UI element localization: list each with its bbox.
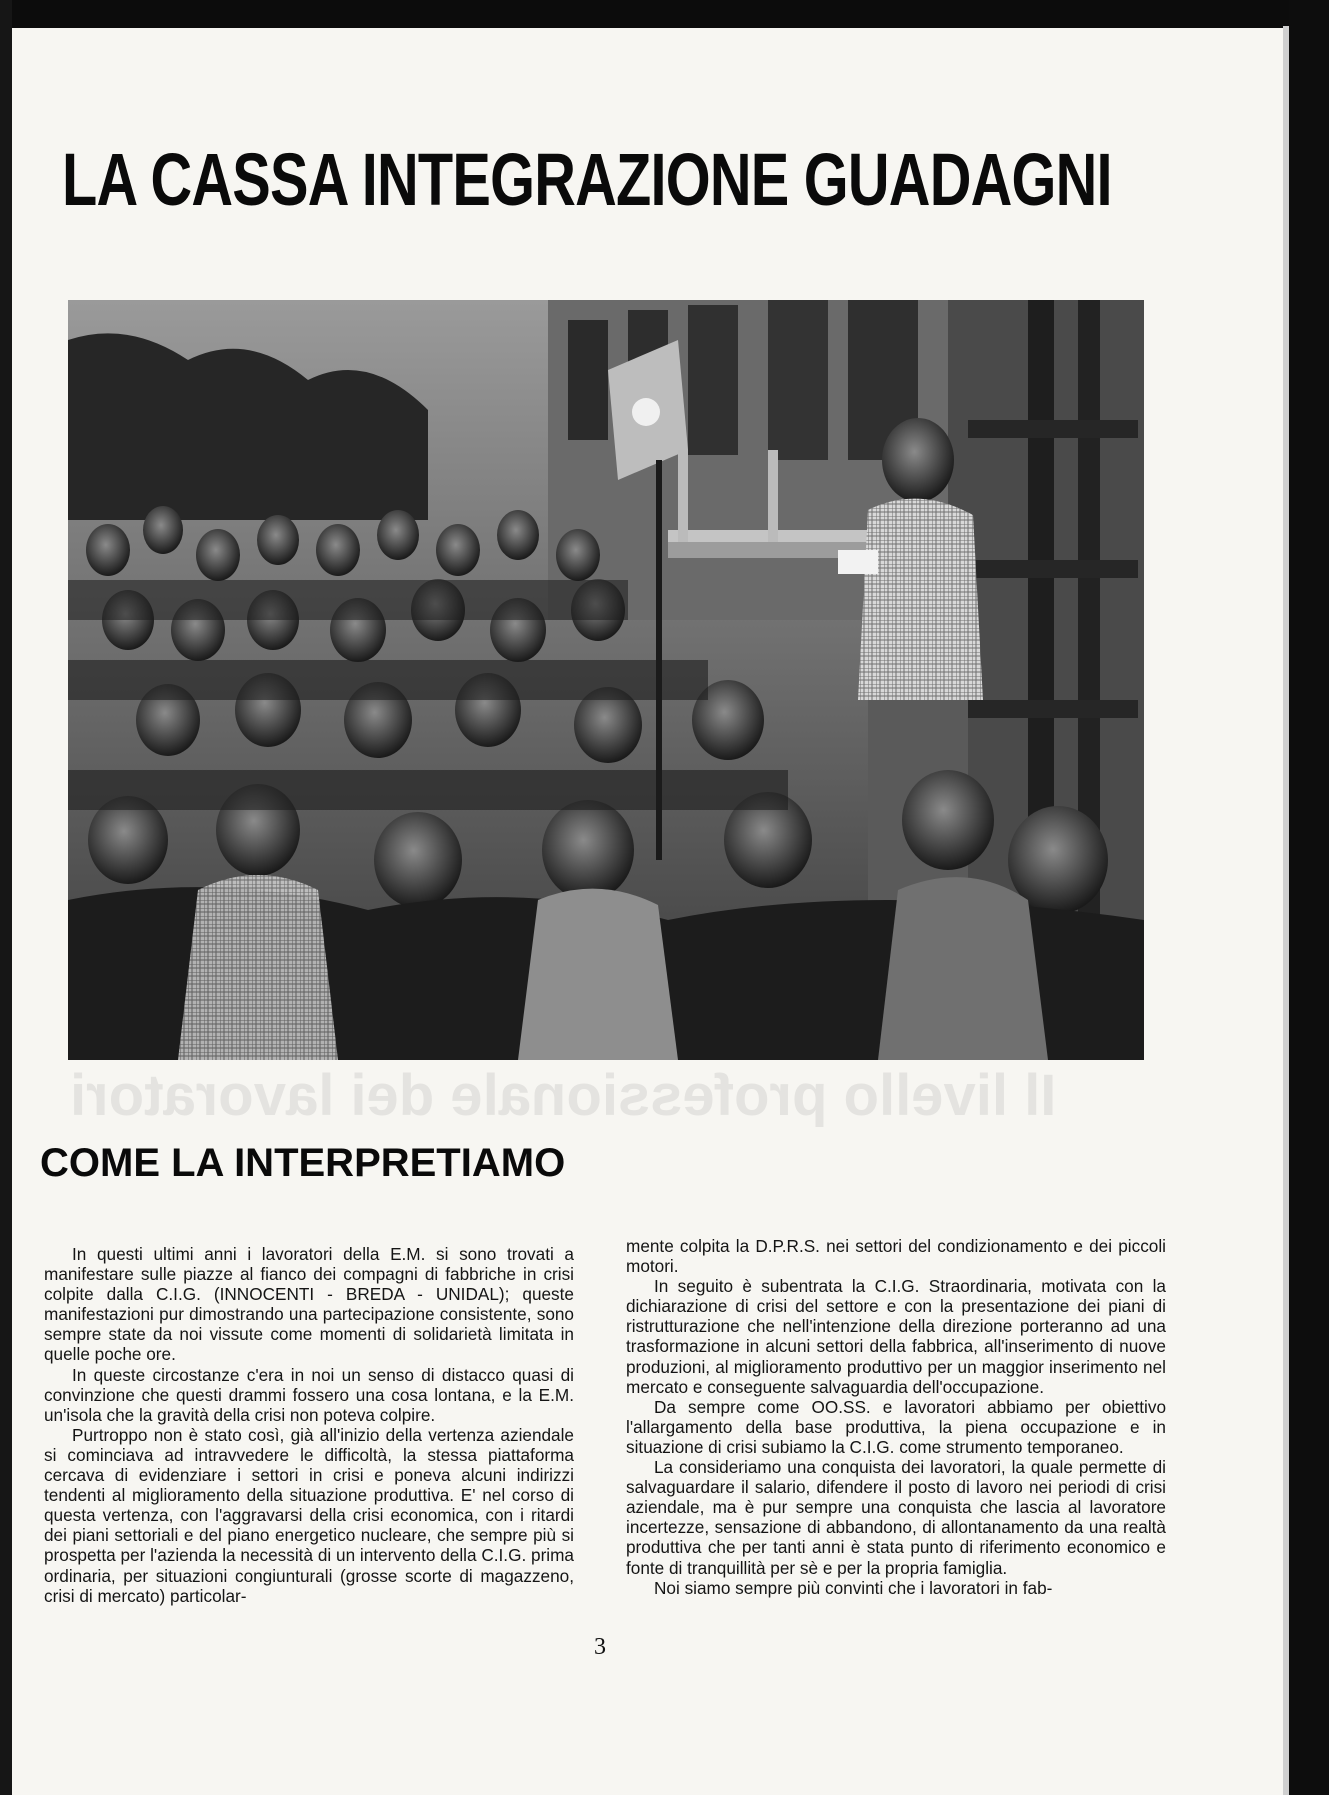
paragraph: La consideriamo una conquista dei lavoratori, la quale permette di salvaguardare il salario, difendere il posto di lavoro nei periodi di crisi aziendale, ma è pur sempre una conquista che lascia al lavoratore incertezze, sensazione di abbandono, di allontanamento da una realtà produttiva che per tanti anni è stata punto di riferimento economico e fonte di tranquillità per sè e per la propria famiglia. xyxy=(626,1457,1166,1578)
paragraph: In seguito è subentrata la C.I.G. Straordinaria, motivata con la dichiarazione di crisi del settore e con la presentazione dei piani di ristrutturazione che nell'intenzione della direzione porteranno ad una trasformazione in alcuni settori della fabbrica, all'inserimento di nuove produzioni, al miglioramento produttivo per un maggior inserimento nel mercato e conseguente salvaguardia dell'occupazione. xyxy=(626,1276,1166,1397)
page-title: LA CASSA INTEGRAZIONE GUADAGNI xyxy=(62,138,1112,221)
left-text-column xyxy=(44,1244,574,1606)
paragraph: mente colpita la D.P.R.S. nei settori del condizionamento e dei piccoli motori. xyxy=(626,1236,1166,1277)
crowd-photo xyxy=(68,300,1144,1060)
paragraph: In questi ultimi anni i lavoratori della E.M. si sono trovati a manifestare sulle piazze al fianco dei compagni di fabbriche in crisi colpite dalla C.I.G. (INNOCENTI - BREDA - UNIDAL); queste manifestazioni pur dimostrando una partecipazione consistente, sono sempre state da noi vissute come momenti di solidarietà limitata in quelle poche ore. xyxy=(44,1244,574,1365)
scan-border-top xyxy=(0,0,1329,28)
paragraph: Da sempre come OO.SS. e lavoratori abbiamo per obiettivo l'allargamento della base produttiva, la piena occupazione e in situazione di crisi subiamo la C.I.G. come strumento temporaneo. xyxy=(626,1396,1166,1457)
bleed-through-text: Il livello professionale dei lavoratori xyxy=(70,1063,1057,1128)
scan-border-left xyxy=(0,0,12,1795)
paragraph: Purtroppo non è stato così, già all'inizio della vertenza aziendale si cominciava ad intravvedere le difficoltà, la stessa piattaforma cercava di evidenziare i settori in crisi e poneva alcuni indirizzi tendenti al miglioramento della situazione produttiva. E' nel corso di questa vertenza, con l'aggravarsi della crisi economica, con i ritardi dei piani settoriali e del piano energetico nucleare, che sempre più si prospetta per l'azienda la necessità di un intervento della C.I.G. prima ordinaria, per situazioni congiunturali (grosse scorte di magazzeno, crisi di mercato) particolar- xyxy=(44,1424,574,1606)
paragraph: In queste circostanze c'era in noi un senso di distacco quasi di convinzione che questi drammi fossero una cosa lontana, e la E.M. un'isola che la gravità della crisi non poteva colpire. xyxy=(44,1364,574,1425)
paragraph: Noi siamo sempre più convinti che i lavoratori in fab- xyxy=(654,1577,1053,1598)
section-subtitle: COME LA INTERPRETIAMO xyxy=(40,1141,566,1185)
scan-border-right xyxy=(1289,0,1329,1795)
page-number: 3 xyxy=(594,1634,606,1660)
crowd-photo-icon xyxy=(68,300,1144,1060)
right-text-column xyxy=(626,1236,1166,1598)
